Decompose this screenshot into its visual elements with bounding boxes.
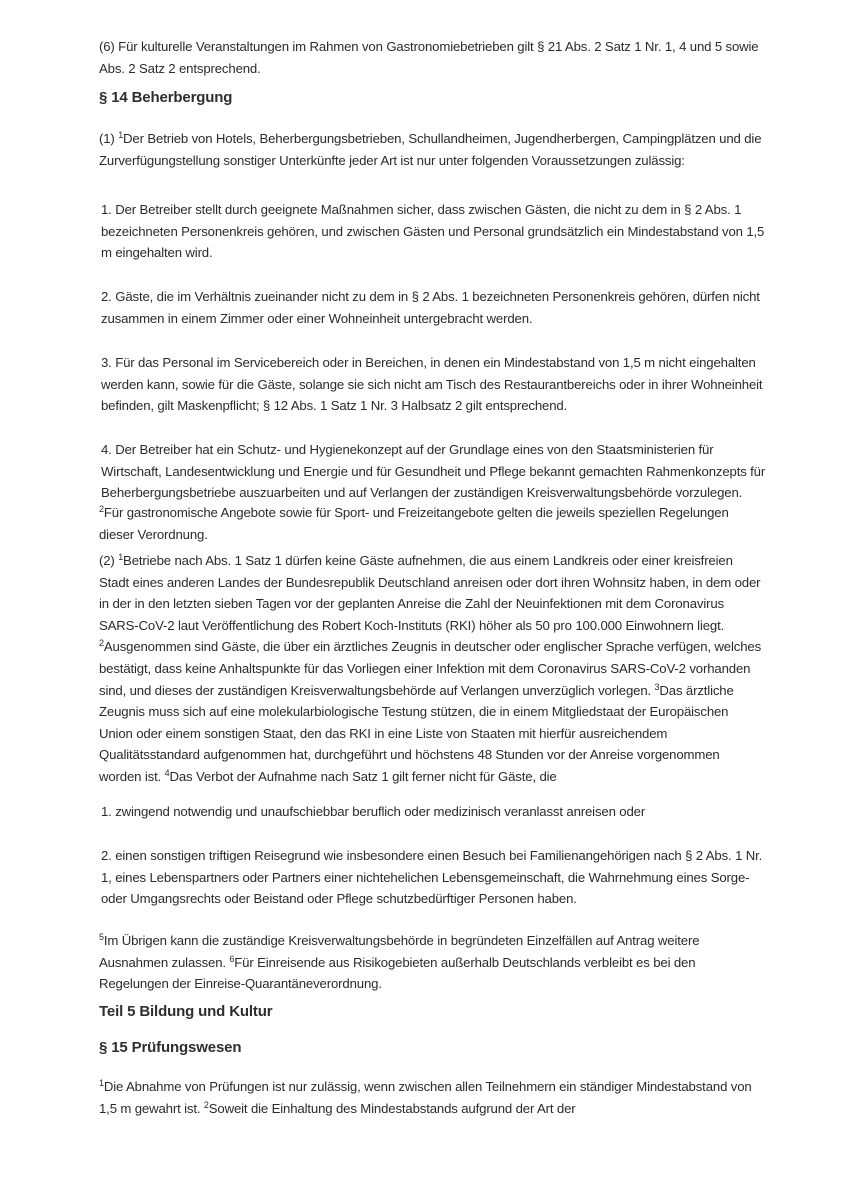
- list-item: 1. zwingend notwendig und unaufschiebbar beruflich oder medizinisch veranlasst anreisen oder: [101, 804, 646, 819]
- part-5-heading: Teil 5 Bildung und Kultur: [99, 1003, 273, 1020]
- sentence-number: 2: [99, 638, 104, 649]
- section-15-text: $^1$Die Abnahme von Prüfungen ist nur zulässig, wenn zwischen allen Teilnehmern ein ständiger Mindestabstand von 1,5 m gewahrt ist. $^2$Soweit die Einhaltung des Mindestabstands aufgrund der Art der: [99, 1078, 752, 1116]
- section-14-abs-2: (2) $^1$Betriebe nach Abs. 1 Satz 1 dürfen keine Gäste aufnehmen, die aus einem Landkreis oder einer kreisfreien Stadt eines anderen Landes der Bundesrepublik Deutschland anreisen oder dort ihren Wohnsitz haben, in dem oder in der in den letzten sieben Tagen vor der geplanten Anreise die Zahl der Neuinfektionen mit dem Coronavirus SARS-CoV-2 laut Veröffentlichung des Robert Koch-Instituts (RKI) höher als 50 pro 100.000 Einwohnern liegt. $^2$Ausgenommen sind Gäste, die über ein ärztliches Zeugnis in deutscher oder englischer Sprache verfügen, welches bestätigt, dass keine Anhaltspunkte für das Vorliegen einer Infektion mit dem Coronavirus SARS-CoV-2 vorhanden sind, und dieses der zuständigen Kreisverwaltungsbehörde auf Verlangen unverzüglich vorlegen. $^3$Das ärztliche Zeugnis muss sich auf eine molekularbiologische Testung stützen, die in einem Mitgliedstaat der Europäischen Union oder einem sonstigen Staat, den das RKI in eine Liste von Staaten mit hierfür ausreichendem Qualitätsstandard aufgenommen hat, durchgeführt und höchstens 48 Stunden vor der Anreise vorgenommen worden ist. $^4$Das Verbot der Aufnahme nach Satz 1 gilt ferner nicht für Gäste, die: [99, 552, 762, 784]
- sentence-number: 6: [229, 953, 235, 964]
- paragraph-6: (6) Für kulturelle Veranstaltungen im Rahmen von Gastronomiebetrieben gilt § 21 Abs. 2 Satz 1 Nr. 1, 4 und 5 sowie Abs. 2 Satz 2 entsprechend.: [99, 39, 759, 76]
- sentence-number: 2: [99, 504, 104, 515]
- sentence-number: 1: [118, 552, 124, 563]
- section-14-abs-2-satz-5-6: $^5$Im Übrigen kann die zuständige Kreisverwaltungsbehörde in begründeten Einzelfällen auf Antrag weitere Ausnahmen zulassen. $^6$Für Einreisende aus Risikogebieten außerhalb Deutschlands verbleibt es bei den Regelungen der Einreise-Quarantäneverordnung.: [99, 932, 700, 992]
- list-item: 3. Für das Personal im Servicebereich oder in Bereichen, in denen ein Mindestabstand von 1,5 m nicht eingehalten werden kann, sowie für die Gäste, solange sie sich nicht am Tisch des Restaurantbereichs oder in ihrer Wohneinheit befinden, gilt Maskenpflicht; § 12 Abs. 1 Satz 1 Nr. 3 Halbsatz 2 gilt entsprechend.: [101, 355, 763, 414]
- sentence-number: 4: [164, 768, 170, 778]
- list-item: 4. Der Betreiber hat ein Schutz- und Hygienekonzept auf der Grundlage eines von den Staatsministerien für Wirtschaft, Landesentwicklung und Energie und für Gesundheit und Pflege bekannt gemachten Rahmenkonzepts für Beherbergungsbetriebe auszuarbeiten und auf Verlangen der zuständigen Kreisverwaltungsbehörde vorzulegen.: [101, 442, 766, 501]
- section-14-heading: § 14 Beherbergung: [99, 89, 233, 106]
- sentence-number: 5: [99, 932, 104, 943]
- section-14-abs-1: (1) $^1$Der Betrieb von Hotels, Beherbergungsbetrieben, Schullandheimen, Jugendherbergen, Campingplätzen und die Zurverfügungstellung sonstiger Unterkünfte jeder Art ist nur unter folgenden Voraussetzungen zulässig:: [99, 130, 762, 168]
- section-15-heading: § 15 Prüfungswesen: [99, 1039, 242, 1056]
- sentence-number: 2: [203, 1099, 209, 1110]
- list-item: 1. Der Betreiber stellt durch geeignete Maßnahmen sicher, dass zwischen Gästen, die nicht zu dem in § 2 Abs. 1 bezeichneten Personenkreis gehören, und zwischen Gästen und Personal grundsätzlich ein Mindestabstand von 1,5 m eingehalten wird.: [101, 202, 765, 261]
- section-14-abs-1-satz-2: $^2$Für gastronomische Angebote sowie für Sport- und Freizeitangebote gelten die jeweils speziellen Regelungen dieser Verordnung.: [99, 504, 729, 542]
- list-item: 2. einen sonstigen triftigen Reisegrund wie insbesondere einen Besuch bei Familienangehörigen nach § 2 Abs. 1 Nr. 1, eines Lebenspartners oder Partners einer nichtehelichen Lebensgemeinschaft, die Wahrnehmung eines Sorge- oder Umgangsrechts oder Beistand oder Pflege schutzbedürftiger Personen haben.: [101, 848, 763, 907]
- sentence-number: 1: [99, 1078, 104, 1089]
- sentence-number: 1: [118, 130, 124, 141]
- list-item: 2. Gäste, die im Verhältnis zueinander nicht zu dem in § 2 Abs. 1 bezeichneten Personenkreis gehören, dürfen nicht zusammen in einem Zimmer oder einer Wohneinheit untergebracht werden.: [101, 289, 760, 326]
- sentence-number: 3: [654, 681, 660, 692]
